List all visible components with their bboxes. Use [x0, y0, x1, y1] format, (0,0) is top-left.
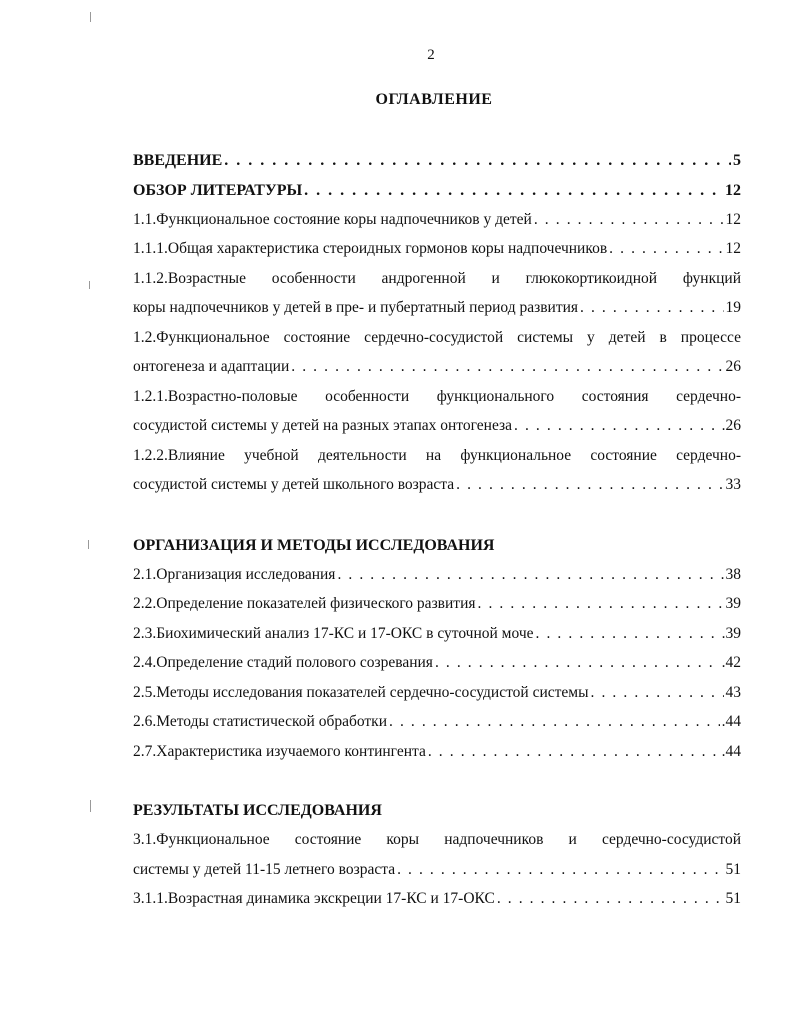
entry-title: сосудистой системы у детей на разных этапах онтогенеза: [133, 417, 513, 434]
entry-title: 2.4.Определение стадий полового созревания: [133, 654, 433, 671]
dot-leader: [428, 741, 720, 763]
dot-leader: [478, 593, 724, 615]
entry-title: 3.1.1.Возрастная динамика экскреции 17-КС и 17-ОКС: [133, 890, 495, 907]
section-heading-results[interactable]: РЕЗУЛЬТАТЫ ИССЛЕДОВАНИЯ: [133, 802, 382, 819]
scan-mark: [88, 540, 89, 549]
toc-entry-2-7[interactable]: [133, 741, 741, 763]
entry-page: 38: [725, 566, 741, 583]
entry-page: 5: [733, 152, 741, 169]
toc-entry-2-1[interactable]: [133, 564, 741, 586]
scan-mark: [90, 12, 91, 22]
toc-entry-1-2[interactable]: [133, 356, 741, 378]
entry-page: 33: [725, 476, 741, 493]
entry-title: ОБЗОР ЛИТЕРАТУРЫ: [133, 182, 303, 199]
entry-title: онтогенеза и адаптации: [133, 358, 290, 375]
toc-entry-1-1[interactable]: [133, 209, 741, 231]
entry-page: 12: [725, 182, 741, 199]
toc-entry-2-3[interactable]: [133, 623, 741, 645]
entry-title: 2.5.Методы исследования показателей сердечно-сосудистой системы: [133, 684, 589, 701]
toc-entry-1-2-1-line1[interactable]: 1.2.1.Возрастно-половые особенности функционального состояния сердечно-: [133, 388, 741, 405]
dot-leader: [435, 652, 720, 674]
toc-title: ОГЛАВЛЕНИЕ: [375, 91, 493, 108]
entry-title: 1.1.1.Общая характеристика стероидных гормонов коры надпочечников: [133, 240, 608, 257]
toc-entry-1-2-2-line1[interactable]: 1.2.2.Влияние учебной деятельности на функциональное состояние сердечно-: [133, 447, 741, 464]
entry-title: 2.7.Характеристика изучаемого контингента: [133, 743, 426, 760]
toc-entry-1-1-1[interactable]: [133, 238, 741, 260]
entry-page: .44: [721, 713, 741, 730]
toc-entry-3-1[interactable]: [133, 859, 741, 881]
entry-page: .39: [721, 625, 741, 642]
toc-entry-1-1-2[interactable]: [133, 297, 741, 319]
entry-title: 2.6.Методы статистической обработки: [133, 713, 387, 730]
toc-entry-1-1-2-line1[interactable]: 1.1.2.Возрастные особенности андрогенной и глюкокортикоидной функций: [133, 270, 741, 287]
entry-title: 2.2.Определение показателей физического развития: [133, 595, 476, 612]
scan-mark: [90, 800, 91, 812]
dot-leader: [304, 180, 723, 202]
toc-entry-2-6[interactable]: [133, 711, 741, 733]
section-heading-methods[interactable]: ОРГАНИЗАЦИЯ И МЕТОДЫ ИССЛЕДОВАНИЯ: [133, 537, 495, 554]
entry-page: 51: [725, 861, 741, 878]
toc-entry-literature-review[interactable]: [133, 180, 741, 202]
entry-title: 2.1.Организация исследования: [133, 566, 336, 583]
entry-title: сосудистой системы у детей школьного возраста: [133, 476, 455, 493]
entry-page: 19: [725, 299, 741, 316]
entry-title: ВВЕДЕНИЕ: [133, 152, 223, 169]
dot-leader: [514, 415, 720, 437]
entry-title: коры надпочечников у детей в пре- и пубертатный период развития: [133, 299, 579, 316]
scan-mark: [89, 281, 90, 289]
entry-title: 1.1.Функциональное состояние коры надпочечников у детей: [133, 211, 532, 228]
dot-leader: [291, 356, 723, 378]
entry-page: .44: [721, 743, 741, 760]
dot-leader: [456, 474, 723, 496]
entry-page: 26: [725, 358, 741, 375]
toc-entry-1-2-2[interactable]: [133, 474, 741, 496]
toc-entry-intro[interactable]: [133, 150, 741, 172]
toc-entry-1-2-line1[interactable]: 1.2.Функциональное состояние сердечно-сосудистой системы у детей в процессе: [133, 329, 741, 346]
entry-page: .26: [721, 417, 741, 434]
entry-page: 51: [725, 890, 741, 907]
dot-leader: [224, 150, 731, 172]
toc-entry-2-5[interactable]: [133, 682, 741, 704]
entry-title: 2.3.Биохимический анализ 17-КС и 17-ОКС в суточной моче: [133, 625, 534, 642]
dot-leader: [609, 238, 723, 260]
toc-entry-3-1-line1[interactable]: 3.1.Функциональное состояние коры надпочечников и сердечно-сосудистой: [133, 831, 741, 848]
entry-page: 43: [725, 684, 741, 701]
dot-leader: [397, 859, 723, 881]
dot-leader: [591, 682, 724, 704]
toc-entry-1-2-1[interactable]: [133, 415, 741, 437]
dot-leader: [534, 209, 724, 231]
dot-leader: [337, 564, 723, 586]
dot-leader: [497, 888, 724, 910]
dot-leader: [536, 623, 720, 645]
entry-page: 39: [725, 595, 741, 612]
entry-page: 12: [725, 240, 741, 257]
toc-entry-2-2[interactable]: [133, 593, 741, 615]
toc-entry-2-4[interactable]: [133, 652, 741, 674]
toc-entry-3-1-1[interactable]: [133, 888, 741, 910]
page-number: 2: [427, 47, 435, 63]
entry-page: .42: [721, 654, 741, 671]
entry-title: системы у детей 11-15 летнего возраста: [133, 861, 396, 878]
dot-leader: [580, 297, 723, 319]
entry-page: 12: [725, 211, 741, 228]
dot-leader: [389, 711, 720, 733]
